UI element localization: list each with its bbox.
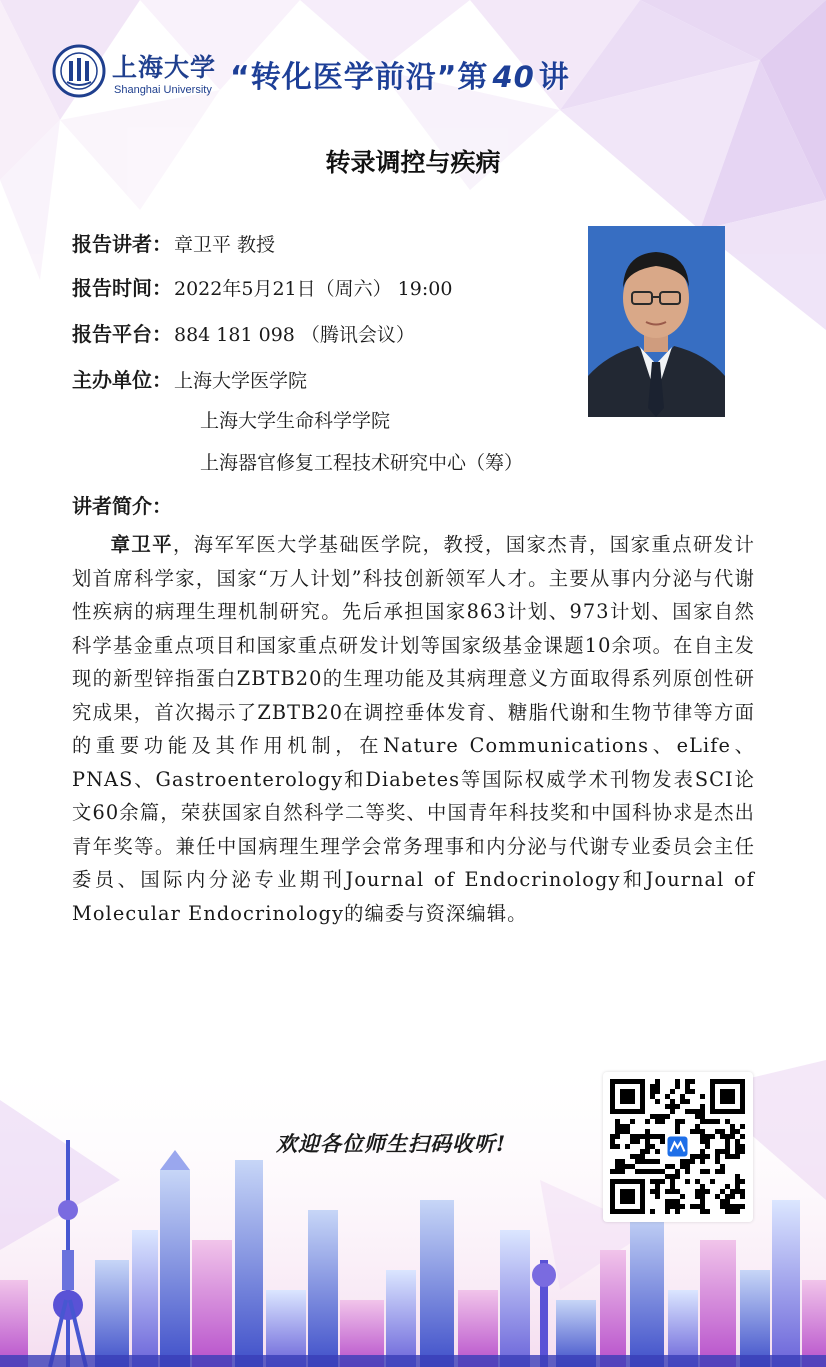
- university-emblem-icon: [52, 44, 106, 98]
- speaker-photo: [588, 226, 725, 417]
- host-label: 主办单位：: [72, 368, 172, 392]
- qr-code-icon[interactable]: [603, 1072, 753, 1222]
- series-title-prefix: “转化医学前沿”第: [230, 60, 489, 95]
- bio-speaker-name: 章卫平: [110, 533, 173, 556]
- host-value-1: 上海大学医学院: [174, 370, 308, 392]
- series-number: 40: [492, 60, 535, 94]
- welcome-message: 欢迎各位师生扫码收听!: [276, 1131, 507, 1156]
- qr-code[interactable]: [603, 1072, 753, 1222]
- bio-heading: 讲者简介：: [72, 494, 172, 518]
- time-value: 2022年5月21日（周六） 19:00: [174, 278, 453, 300]
- logo-chinese-name: 上海大学: [112, 53, 217, 82]
- host-value-2: 上海大学生命科学学院: [200, 410, 391, 432]
- logo-english-name: Shanghai University: [114, 84, 212, 96]
- series-title: [230, 52, 570, 96]
- speaker-value: 章卫平 教授: [174, 234, 276, 256]
- host-value-3: 上海器官修复工程技术研究中心（筹）: [200, 452, 524, 474]
- speaker-portrait-icon: [588, 226, 725, 417]
- bio-paragraph: [72, 528, 755, 930]
- talk-title: 转录调控与疾病: [325, 148, 501, 177]
- platform-value: 884 181 098 （腾讯会议）: [174, 324, 415, 346]
- speaker-label: 报告讲者：: [72, 232, 172, 256]
- series-title-suffix: 讲: [538, 60, 570, 95]
- time-row: [72, 272, 452, 301]
- university-logo: [52, 44, 217, 102]
- platform-label: 报告平台：: [72, 322, 172, 346]
- time-label: 报告时间：: [72, 276, 172, 300]
- platform-row: [72, 318, 415, 347]
- speaker-row: [72, 228, 275, 257]
- host-row: [72, 364, 307, 393]
- bio-text: ，海军军医大学基础医学院，教授，国家杰青，国家重点研发计划首席科学家，国家“万人计划”科技创新领军人才。主要从事内分泌与代谢性疾病的病理生理机制研究。先后承担国家863计划、973计划、国家自然科学基金重点项目和国家重点研发计划等国家级基金课题10余项。在自主发现的新型锌指蛋白ZBTB20的生理功能及其病理意义方面取得系列原创性研究成果，首次揭示了ZBTB20在调控垂体发育、糖脂代谢和生物节律等方面的重要功能及其作用机制，在Nature Communications、eLife、PNAS、Gastroenterology和Diabetes等国际权威学术刊物发表SCI论文60余篇，荣获国家自然科学二等奖、中国青年科技奖和中国科协求是杰出青年奖等。兼任中国病理生理学会常务理事和内分泌与代谢专业委员会主任委员、国际内分泌专业期刊Journal of Endocrinology和Journal of Molecular Endocrinology的编委与资深编辑。: [72, 533, 755, 925]
